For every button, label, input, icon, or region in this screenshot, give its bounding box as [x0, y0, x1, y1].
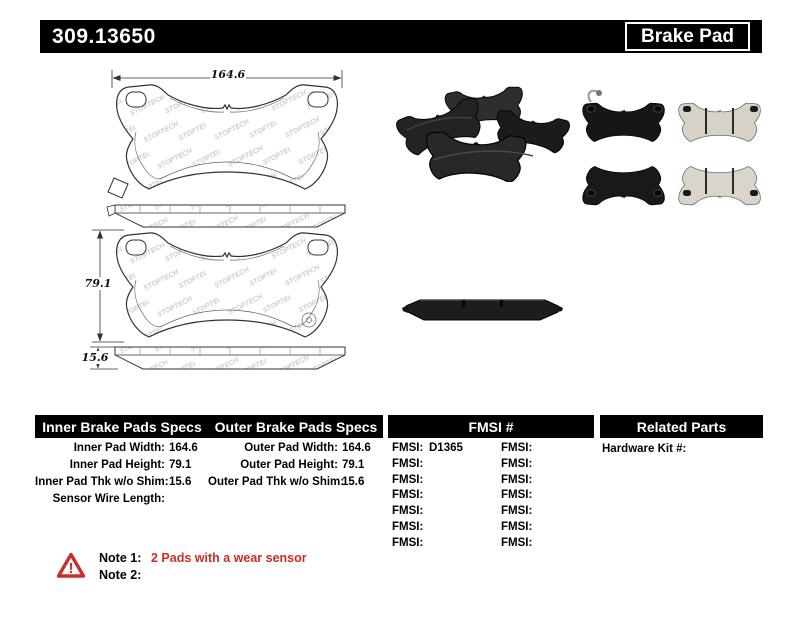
edge-view-strip-top: [107, 205, 345, 227]
related-parts-table: [602, 441, 690, 458]
friction-pad-bottom: [679, 166, 761, 205]
fmsi-title: FMSI #: [468, 418, 514, 435]
table-row: FMSI: FMSI:: [392, 520, 533, 533]
table-row: FMSI: FMSI:: [392, 457, 533, 470]
note-1: Note 1: 2 Pads with a wear sensor: [99, 551, 307, 565]
table-row: Outer Pad Width: 164.6: [244, 442, 371, 454]
pad-set-photo: [393, 86, 573, 182]
technical-drawing: [78, 62, 370, 374]
inner-specs-title: Inner Brake Pads Specs: [42, 418, 202, 435]
edge-view-strip-bottom: [115, 347, 345, 369]
backing-plate-top: [583, 90, 665, 142]
fmsi-header-bar: [388, 415, 594, 438]
specs-header-bar: [35, 415, 383, 438]
dimension-height-label: 79.1: [84, 277, 112, 290]
table-row: FMSI: FMSI:: [392, 489, 533, 502]
related-title: Related Parts: [636, 418, 727, 435]
table-row: Inner Pad Thk w/o Shim: 15.6: [35, 476, 192, 488]
table-row: FMSI: D1365 FMSI:: [392, 442, 533, 454]
table-row: Hardware Kit #:: [602, 443, 687, 455]
outer-specs-table: [208, 440, 384, 491]
svg-text:!: !: [68, 560, 74, 577]
pads-front-back-photo: [577, 88, 767, 214]
dimension-thickness-label: 15.6: [81, 351, 109, 364]
dimension-width-label: 164.6: [210, 68, 246, 81]
table-row: Inner Pad Height: 79.1: [69, 459, 192, 471]
pad-edge-photo: [400, 292, 565, 328]
table-row: Inner Pad Width: 164.6: [73, 442, 198, 454]
related-header-bar: [600, 415, 763, 438]
wear-sensor-tab: [108, 178, 128, 198]
outer-specs-title: Outer Brake Pads Specs: [214, 418, 378, 435]
table-row: FMSI: FMSI:: [392, 473, 533, 486]
inner-specs-table: [35, 440, 211, 508]
header-bar: [40, 20, 762, 53]
table-row: Outer Pad Height: 79.1: [240, 459, 365, 471]
note-2: Note 2:: [99, 568, 142, 582]
table-row: FMSI: FMSI:: [392, 536, 533, 549]
page-title: Brake Pad: [625, 22, 750, 51]
table-row: Outer Pad Thk w/o Shim: 15.6: [208, 476, 365, 488]
pad-drawing-top: [108, 85, 337, 198]
dimension-thickness: [79, 347, 118, 369]
part-number: 309.13650: [52, 24, 156, 48]
notes-section: [56, 550, 307, 584]
friction-pad-top: [679, 103, 761, 142]
warning-triangle-icon: [56, 552, 86, 579]
table-row: Sensor Wire Length:: [52, 493, 165, 505]
table-row: FMSI: FMSI:: [392, 505, 533, 518]
fmsi-table: [388, 441, 598, 552]
pad-drawing-bottom: [117, 233, 338, 337]
backing-plate-bottom: [583, 166, 665, 205]
